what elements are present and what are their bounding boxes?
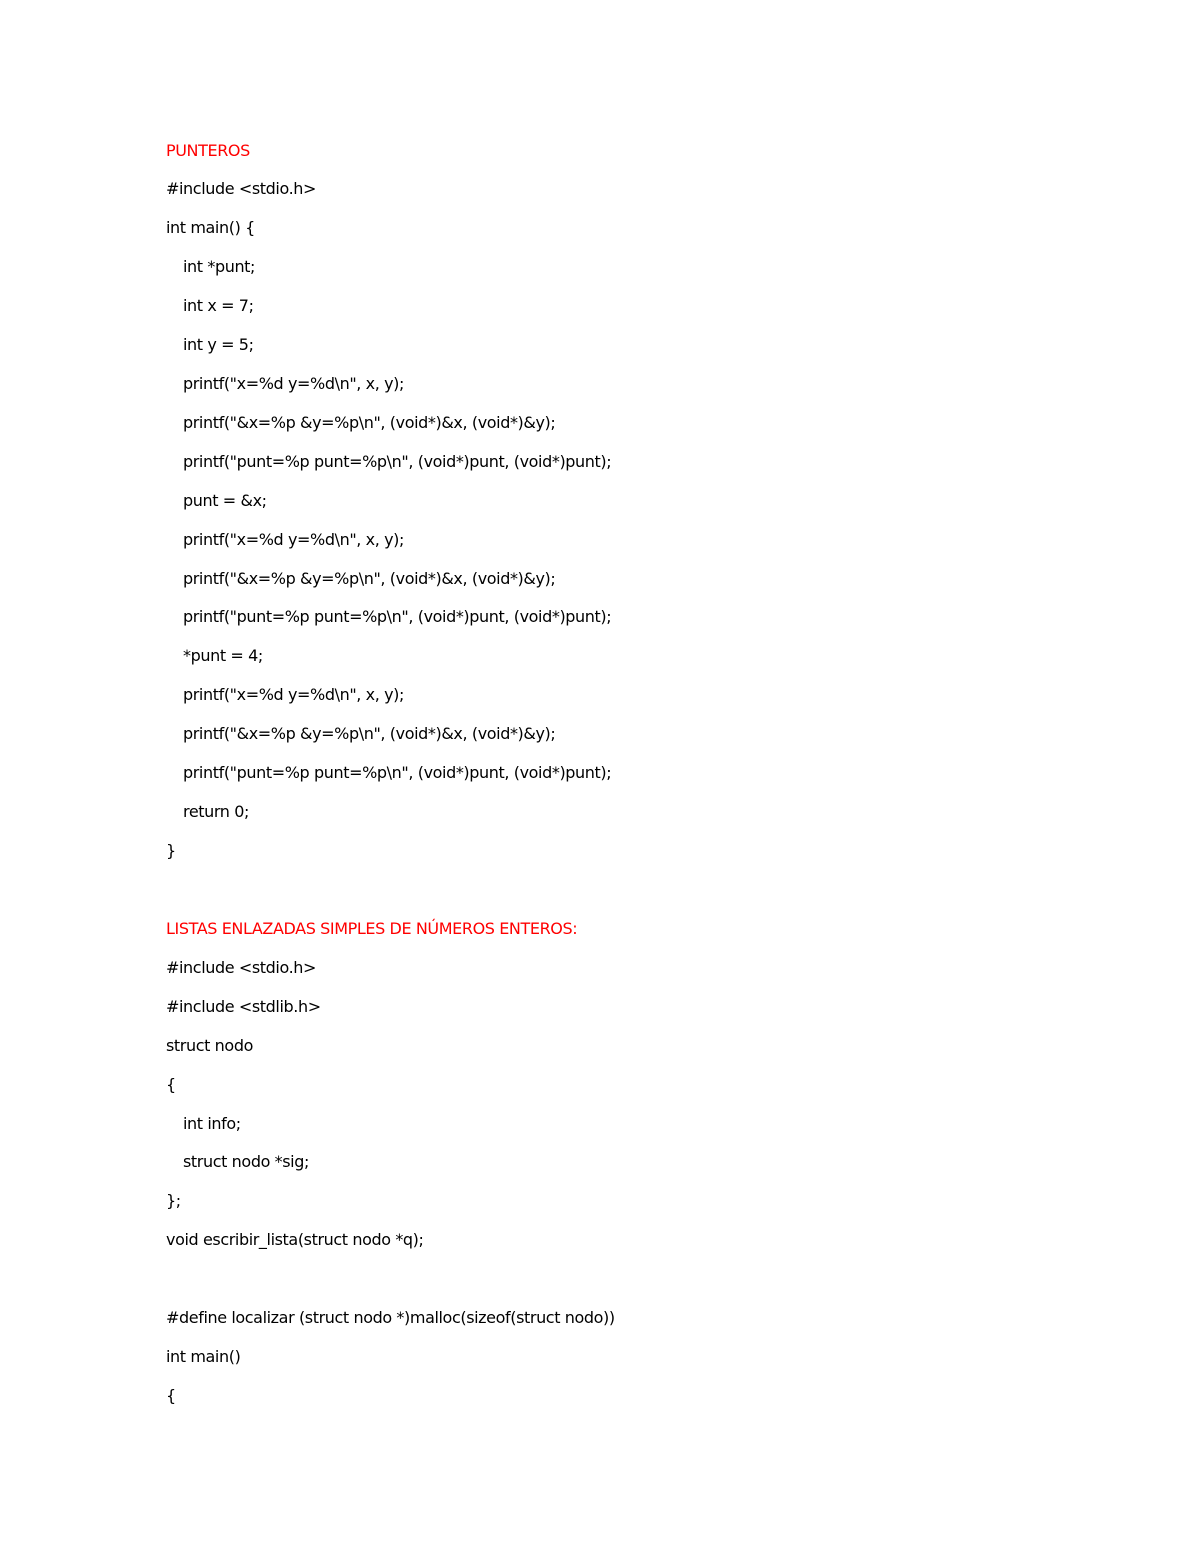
code-line: printf("&x=%p &y=%p\n", (void*)&x, (void*)&y); <box>183 569 556 588</box>
code-line: return 0; <box>183 802 249 821</box>
code-line: printf("x=%d y=%d\n", x, y); <box>183 374 404 393</box>
code-line: printf("punt=%p punt=%p\n", (void*)punt, (void*)punt); <box>183 452 612 471</box>
code-line: printf("x=%d y=%d\n", x, y); <box>183 685 404 704</box>
section-heading-punteros: PUNTEROS <box>166 141 250 160</box>
code-line: printf("punt=%p punt=%p\n", (void*)punt, (void*)punt); <box>183 607 612 626</box>
code-line: #define localizar (struct nodo *)malloc(sizeof(struct nodo)) <box>166 1308 615 1327</box>
code-line: punt = &x; <box>183 491 267 510</box>
code-line: printf("punt=%p punt=%p\n", (void*)punt, (void*)punt); <box>183 763 612 782</box>
code-line: { <box>166 1386 176 1405</box>
code-line: int x = 7; <box>183 296 254 315</box>
code-line: { <box>166 1075 176 1094</box>
code-line: printf("&x=%p &y=%p\n", (void*)&x, (void*)&y); <box>183 724 556 743</box>
code-line: int main() <box>166 1347 241 1366</box>
code-line: #include <stdio.h> <box>166 958 317 977</box>
code-line: *punt = 4; <box>183 646 263 665</box>
code-line: struct nodo <box>166 1036 253 1055</box>
code-line: printf("x=%d y=%d\n", x, y); <box>183 530 404 549</box>
code-line: } <box>166 841 176 860</box>
code-line: #include <stdio.h> <box>166 179 317 198</box>
code-line: int y = 5; <box>183 335 254 354</box>
code-line: int *punt; <box>183 257 256 276</box>
code-line: int info; <box>183 1114 241 1133</box>
code-line: void escribir_lista(struct nodo *q); <box>166 1230 424 1249</box>
section-heading-listas: LISTAS ENLAZADAS SIMPLES DE NÚMEROS ENTEROS: <box>166 919 578 938</box>
code-line: }; <box>166 1191 181 1210</box>
code-line: #include <stdlib.h> <box>166 997 321 1016</box>
code-line: printf("&x=%p &y=%p\n", (void*)&x, (void*)&y); <box>183 413 556 432</box>
code-line: int main() { <box>166 218 255 237</box>
code-line: struct nodo *sig; <box>183 1152 309 1171</box>
